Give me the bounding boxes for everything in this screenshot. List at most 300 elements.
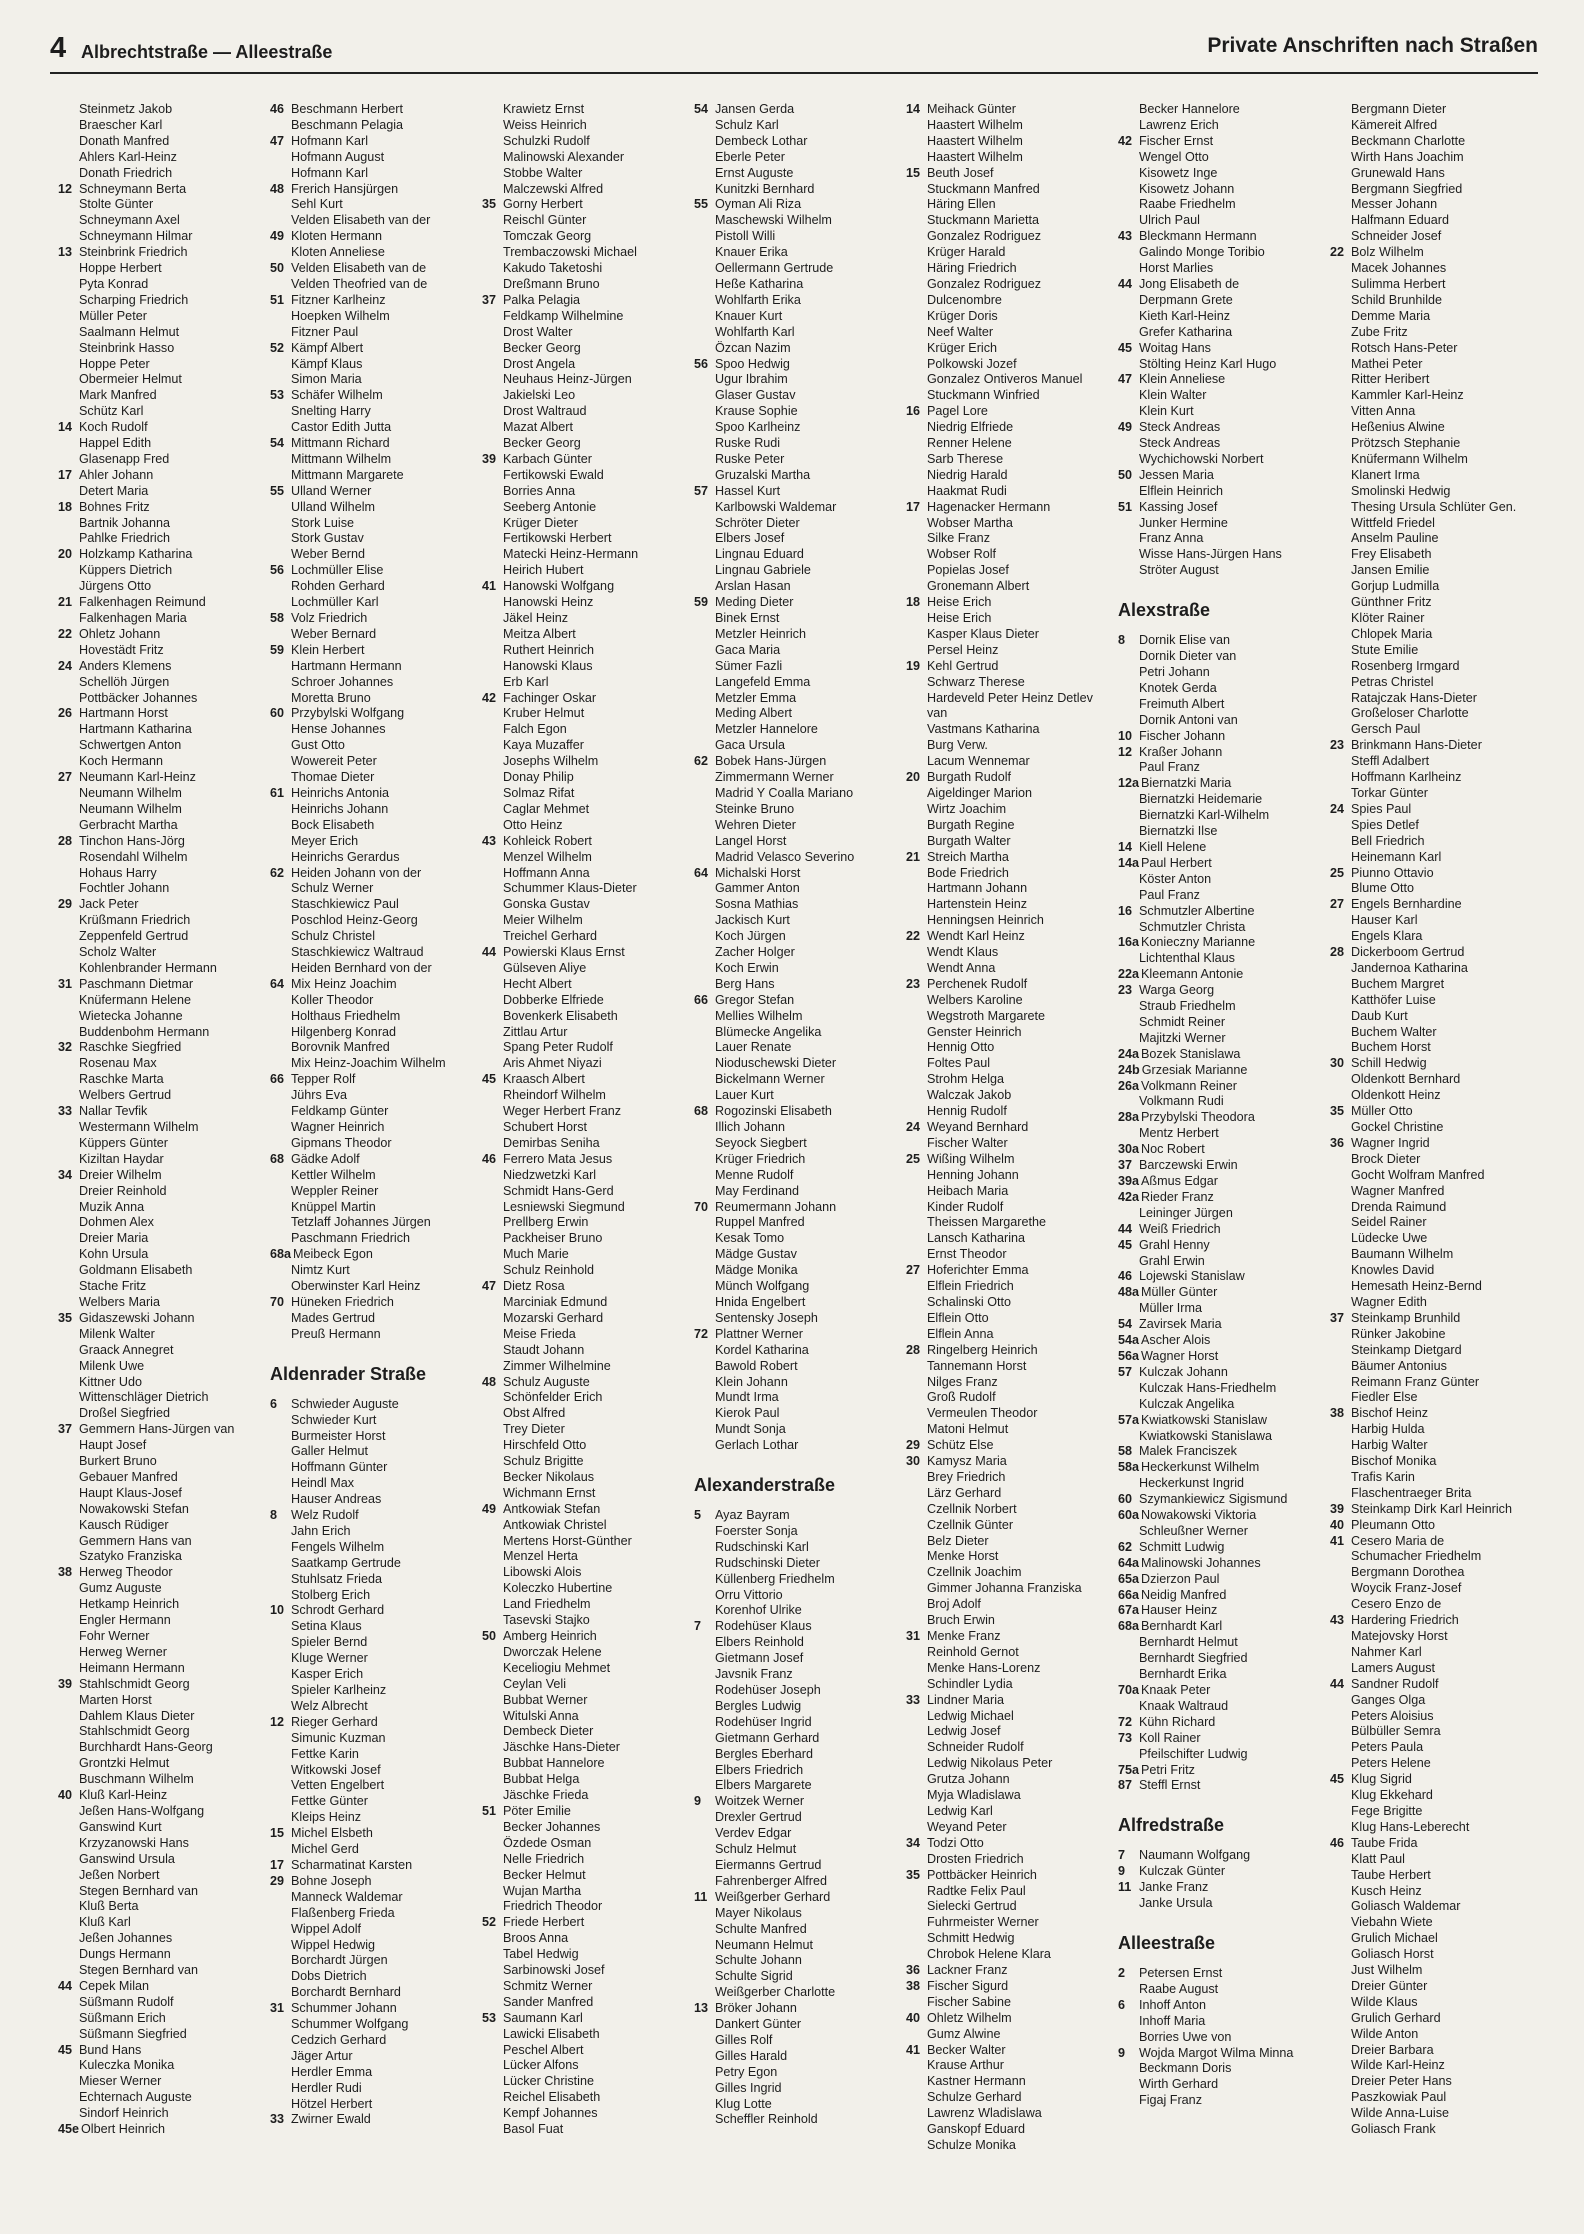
resident-name: Sehl Kurt <box>291 197 343 212</box>
resident-entry <box>1330 1104 1538 1120</box>
resident-name: Dickerboom Gertrud <box>1351 945 1465 960</box>
resident-entry <box>906 1852 1114 1868</box>
resident-entry <box>1118 872 1326 888</box>
resident-entry <box>482 1422 690 1438</box>
resident-name: Majitzki Werner <box>1139 1030 1226 1045</box>
resident-name: Scholz Walter <box>79 945 157 960</box>
resident-entry <box>270 404 478 420</box>
resident-name: Witkowski Josef <box>291 1762 381 1777</box>
resident-name: Tabel Hedwig <box>503 1947 579 1962</box>
resident-entry <box>1330 913 1538 929</box>
resident-name: Nowakowski Viktoria <box>1141 1508 1257 1523</box>
house-number: 50 <box>1118 467 1133 482</box>
resident-name: Rogozinski Elisabeth <box>715 1104 832 1119</box>
resident-name: Gietmann Josef <box>715 1651 804 1666</box>
resident-entry <box>1330 2090 1538 2106</box>
resident-entry <box>1118 484 1326 500</box>
resident-entry <box>1118 1747 1326 1763</box>
resident-name: Kuleczka Monika <box>79 2058 175 2073</box>
resident-name: Mittmann Wilhelm <box>291 451 392 466</box>
resident-entry <box>694 850 902 866</box>
resident-entry <box>482 1502 690 1518</box>
resident-entry <box>270 1778 478 1794</box>
resident-name: Poschlod Heinz-Georg <box>291 913 418 928</box>
resident-name: Kierok Paul <box>715 1406 780 1421</box>
house-number: 52 <box>482 1915 497 1930</box>
resident-entry <box>482 484 690 500</box>
resident-name: Matejovsky Horst <box>1351 1629 1448 1643</box>
resident-name: Otto Heinz <box>503 817 563 832</box>
resident-name: Kluge Werner <box>291 1651 368 1666</box>
resident-name: Mittmann Margarete <box>291 467 404 482</box>
resident-name: Grontzki Helmut <box>79 1756 170 1771</box>
resident-name: Stahlschmidt Georg <box>79 1724 190 1739</box>
resident-name: Kohn Ursula <box>79 1247 149 1262</box>
resident-name: Groß Rudolf <box>927 1390 996 1405</box>
resident-name: Fuhrmeister Werner <box>927 1915 1039 1930</box>
resident-name: Biernatzki Ilse <box>1139 824 1218 839</box>
resident-name: Ulland Werner <box>291 483 372 498</box>
resident-name: Wengel Otto <box>1139 149 1209 164</box>
resident-name: Barczewski Erwin <box>1139 1158 1238 1173</box>
resident-entry <box>906 1056 1114 1072</box>
resident-name: Ferrero Mata Jesus <box>503 1151 613 1166</box>
resident-entry <box>694 1906 902 1922</box>
resident-name: Pottbäcker Heinrich <box>927 1867 1037 1882</box>
resident-entry <box>58 1390 266 1406</box>
resident-entry <box>58 850 266 866</box>
resident-entry <box>906 659 1114 675</box>
resident-entry <box>58 1597 266 1613</box>
resident-entry <box>694 1231 902 1247</box>
resident-name: Heise Erich <box>927 611 992 625</box>
resident-name: Schulz Karl <box>715 117 779 132</box>
house-number: 28 <box>906 1342 921 1357</box>
resident-name: Macek Johannes <box>1351 261 1447 276</box>
resident-name: Jack Peter <box>79 897 139 912</box>
resident-name: Czellnik Günter <box>927 1517 1014 1532</box>
house-number: 23 <box>906 976 921 991</box>
resident-entry <box>906 1677 1114 1693</box>
resident-entry <box>694 1556 902 1572</box>
resident-entry <box>1118 1492 1326 1508</box>
resident-entry <box>906 1979 1114 1995</box>
resident-entry <box>906 977 1114 993</box>
resident-entry <box>58 1279 266 1295</box>
resident-entry <box>1330 1168 1538 1184</box>
resident-entry <box>270 516 478 532</box>
resident-name: Müller Peter <box>79 308 147 323</box>
resident-entry <box>270 611 478 627</box>
resident-entry <box>1330 691 1538 707</box>
resident-entry <box>482 1534 690 1550</box>
resident-name: Elbers Reinhold <box>715 1635 804 1650</box>
resident-entry <box>482 563 690 579</box>
resident-name: Krause Sophie <box>715 404 798 419</box>
house-number: 8 <box>1118 633 1126 648</box>
resident-entry <box>694 706 902 722</box>
resident-name: Schindler Lydia <box>927 1676 1013 1691</box>
resident-entry <box>482 388 690 404</box>
resident-name: Bernhardt Erika <box>1139 1667 1227 1682</box>
resident-name: Ganskopf Eduard <box>927 2122 1026 2137</box>
resident-entry <box>58 659 266 675</box>
resident-entry <box>906 595 1114 611</box>
resident-name: Kisowetz Inge <box>1139 165 1218 180</box>
resident-entry <box>906 643 1114 659</box>
resident-entry <box>482 1661 690 1677</box>
resident-entry <box>270 977 478 993</box>
resident-entry <box>1118 967 1326 983</box>
resident-entry <box>906 993 1114 1009</box>
resident-entry <box>58 866 266 882</box>
resident-entry <box>482 531 690 547</box>
resident-name: Rieder Franz <box>1141 1189 1214 1204</box>
house-number: 68a <box>1118 1619 1140 1634</box>
section-title: Private Anschriften nach Straßen <box>1207 34 1538 57</box>
resident-entry <box>58 1804 266 1820</box>
resident-entry <box>482 1915 690 1931</box>
resident-name: Steinkamp Dirk Karl Heinrich <box>1351 1501 1512 1516</box>
directory-column <box>482 102 690 2202</box>
resident-name: Fischer Ernst <box>1139 133 1214 148</box>
house-number: 29 <box>270 1873 285 1888</box>
resident-entry <box>1330 2011 1538 2027</box>
house-number: 57 <box>694 483 709 498</box>
resident-entry <box>482 675 690 691</box>
resident-name: Niedrig Elfriede <box>927 420 1014 435</box>
resident-name: Kinder Rudolf <box>927 1199 1004 1214</box>
resident-name: Süßmann Erich <box>79 2010 166 2025</box>
resident-name: Ledwig Josef <box>927 1724 1001 1739</box>
house-number: 32 <box>58 1040 73 1055</box>
house-number: 45e <box>58 2122 80 2137</box>
resident-entry <box>694 1152 902 1168</box>
resident-entry <box>694 1603 902 1619</box>
resident-name: Krüger Dieter <box>503 515 578 530</box>
resident-name: Ledwig Karl <box>927 1803 993 1818</box>
resident-name: Gonska Gustav <box>503 897 590 912</box>
house-number: 58a <box>1118 1460 1140 1475</box>
resident-entry <box>1118 729 1326 745</box>
resident-entry <box>906 1168 1114 1184</box>
resident-entry <box>482 2106 690 2122</box>
resident-entry <box>1330 802 1538 818</box>
house-number: 70 <box>270 1294 285 1309</box>
resident-name: Friedrich Theodor <box>503 1899 603 1914</box>
resident-entry <box>906 1565 1114 1581</box>
resident-entry <box>482 1009 690 1025</box>
resident-name: Inhoff Anton <box>1139 1997 1206 2012</box>
resident-name: Derpmann Grete <box>1139 292 1233 307</box>
resident-entry <box>482 818 690 834</box>
resident-entry <box>694 977 902 993</box>
resident-name: Schwertgen Anton <box>79 738 182 753</box>
resident-name: Welz Albrecht <box>291 1698 368 1713</box>
resident-name: Schönfelder Erich <box>503 1390 603 1405</box>
resident-name: Grutza Johann <box>927 1772 1010 1787</box>
resident-entry <box>1118 1333 1326 1349</box>
resident-name: Berg Hans <box>715 976 775 991</box>
resident-name: Kohleick Robert <box>503 833 592 848</box>
resident-name: Cepek Milan <box>79 1978 149 1993</box>
resident-entry <box>58 1025 266 1041</box>
resident-entry <box>482 1486 690 1502</box>
resident-entry <box>694 325 902 341</box>
house-number: 34 <box>906 1835 921 1850</box>
resident-entry <box>906 150 1114 166</box>
resident-name: Fengels Wilhelm <box>291 1539 385 1554</box>
resident-entry <box>482 1518 690 1534</box>
resident-entry <box>694 213 902 229</box>
resident-entry <box>906 1375 1114 1391</box>
resident-name: Bernhardt Siegfried <box>1139 1651 1248 1666</box>
house-number: 67a <box>1118 1603 1140 1618</box>
resident-entry <box>1330 134 1538 150</box>
resident-name: Thomae Dieter <box>291 770 375 785</box>
resident-entry <box>1330 818 1538 834</box>
resident-name: Kettler Wilhelm <box>291 1167 376 1182</box>
resident-name: Belz Dieter <box>927 1533 989 1548</box>
resident-name: Thesing Ursula Schlüter Gen. <box>1351 499 1517 514</box>
house-number: 24 <box>58 658 73 673</box>
street-heading: Alexanderstraße <box>694 1475 836 1496</box>
resident-name: Wisse Hans-Jürgen Hans <box>1139 547 1282 562</box>
house-number: 16 <box>1118 903 1133 918</box>
resident-entry <box>58 1136 266 1152</box>
resident-entry <box>1330 1979 1538 1995</box>
resident-entry <box>1118 213 1326 229</box>
resident-name: Reinhold Gernot <box>927 1644 1019 1659</box>
resident-name: Burchhardt Hans-Georg <box>79 1740 213 1755</box>
resident-name: Fertikowski Herbert <box>503 531 612 546</box>
resident-entry <box>482 1343 690 1359</box>
resident-name: Buschmann Wilhelm <box>79 1772 194 1787</box>
resident-entry <box>694 675 902 691</box>
house-number: 41 <box>482 579 497 594</box>
house-number: 66 <box>270 1072 285 1087</box>
resident-entry <box>58 913 266 929</box>
house-number: 31 <box>270 2001 285 2016</box>
resident-entry <box>58 929 266 945</box>
resident-name: Schumacher Friedhelm <box>1351 1549 1482 1564</box>
resident-entry <box>58 1565 266 1581</box>
resident-entry <box>270 182 478 198</box>
resident-entry <box>906 134 1114 150</box>
resident-name: Müller Irma <box>1139 1301 1202 1316</box>
resident-name: Daub Kurt <box>1351 1008 1408 1023</box>
resident-name: Hartmann Katharina <box>79 722 192 737</box>
resident-entry <box>58 1645 266 1661</box>
resident-name: Bergles Eberhard <box>715 1746 814 1761</box>
resident-name: Hanowski Heinz <box>503 595 594 610</box>
resident-entry <box>1118 792 1326 808</box>
resident-entry <box>482 1947 690 1963</box>
resident-entry <box>58 547 266 563</box>
resident-name: Mittmann Richard <box>291 436 390 451</box>
resident-entry <box>1118 277 1326 293</box>
house-number: 45 <box>1330 1772 1345 1787</box>
resident-entry <box>270 1619 478 1635</box>
resident-name: Hense Johannes <box>291 722 386 737</box>
resident-name: Wißing Wilhelm <box>927 1151 1015 1166</box>
resident-entry <box>482 1565 690 1581</box>
resident-name: Lochmüller Elise <box>291 563 384 578</box>
resident-name: Sarbinowski Josef <box>503 1963 605 1978</box>
resident-name: Rotsch Hans-Peter <box>1351 340 1458 355</box>
resident-entry <box>1118 824 1326 840</box>
resident-entry <box>58 1056 266 1072</box>
resident-entry <box>270 1444 478 1460</box>
resident-entry <box>482 691 690 707</box>
resident-entry <box>270 1699 478 1715</box>
resident-name: Messer Johann <box>1351 197 1438 212</box>
house-number: 37 <box>1330 1310 1345 1325</box>
resident-entry <box>58 945 266 961</box>
resident-entry <box>270 547 478 563</box>
resident-name: Dreier Reinhold <box>79 1183 167 1198</box>
resident-name: Häring Friedrich <box>927 261 1017 276</box>
house-number: 17 <box>906 499 921 514</box>
resident-entry <box>694 643 902 659</box>
house-number: 35 <box>906 1867 921 1882</box>
resident-name: Raschke Siegfried <box>79 1040 182 1055</box>
resident-entry <box>58 2106 266 2122</box>
resident-entry <box>58 404 266 420</box>
resident-name: Dreier Barbara <box>1351 2042 1434 2057</box>
resident-name: Kulczak Angelika <box>1139 1396 1235 1411</box>
resident-name: Wittfeld Friedel <box>1351 515 1435 530</box>
resident-entry <box>270 1683 478 1699</box>
resident-entry <box>1330 261 1538 277</box>
resident-entry <box>1118 1667 1326 1683</box>
resident-name: Peters Aloisius <box>1351 1708 1434 1723</box>
resident-entry <box>482 118 690 134</box>
resident-entry <box>482 357 690 373</box>
resident-name: Raabe August <box>1139 1981 1219 1996</box>
resident-name: Neumann Wilhelm <box>79 801 182 816</box>
resident-entry <box>1118 563 1326 579</box>
resident-entry <box>482 2074 690 2090</box>
resident-name: Petersen Ernst <box>1139 1965 1223 1980</box>
resident-name: Reichel Elisabeth <box>503 2090 601 2105</box>
resident-entry <box>1330 738 1538 754</box>
resident-name: Graack Annegret <box>79 1342 174 1357</box>
resident-name: Paul Franz <box>1139 887 1200 902</box>
resident-entry <box>270 1025 478 1041</box>
resident-entry <box>906 1454 1114 1470</box>
resident-name: Schmitt Ludwig <box>1139 1539 1225 1554</box>
resident-name: Menke Hans-Lorenz <box>927 1660 1041 1675</box>
resident-entry <box>58 1884 266 1900</box>
house-number: 24b <box>1118 1062 1140 1077</box>
resident-name: Saatkamp Gertrude <box>291 1555 401 1570</box>
resident-name: Hartenstein Heinz <box>927 897 1028 912</box>
resident-entry <box>270 1508 478 1524</box>
resident-entry <box>482 1836 690 1852</box>
resident-entry <box>482 1263 690 1279</box>
resident-name: Czellnik Joachim <box>927 1565 1022 1580</box>
resident-name: Arslan Hasan <box>715 579 791 594</box>
resident-name: Küppers Dietrich <box>79 563 173 578</box>
resident-entry <box>58 579 266 595</box>
resident-name: Schulte Manfred <box>715 1921 807 1936</box>
house-number: 49 <box>482 1501 497 1516</box>
resident-entry <box>1118 1126 1326 1142</box>
resident-name: Meding Albert <box>715 706 793 721</box>
resident-name: Wichmann Ernst <box>503 1485 596 1500</box>
resident-entry <box>694 1731 902 1747</box>
resident-entry <box>58 1613 266 1629</box>
resident-entry <box>1118 468 1326 484</box>
resident-name: Spoo Karlheinz <box>715 420 801 435</box>
resident-name: Frerich Hansjürgen <box>291 181 399 196</box>
resident-name: Weger Herbert Franz <box>503 1104 622 1119</box>
resident-name: Wobser Martha <box>927 515 1013 530</box>
resident-name: Mundt Irma <box>715 1390 779 1405</box>
resident-name: Lauer Renate <box>715 1040 792 1055</box>
resident-name: Özdede Osman <box>503 1835 592 1850</box>
resident-entry <box>482 1693 690 1709</box>
resident-name: Gruzalski Martha <box>715 467 811 482</box>
resident-entry <box>906 691 1114 707</box>
resident-entry <box>1330 1836 1538 1852</box>
house-number: 29 <box>58 897 73 912</box>
resident-entry <box>1118 166 1326 182</box>
resident-entry <box>58 675 266 691</box>
resident-entry <box>482 1549 690 1565</box>
house-number: 53 <box>482 2010 497 2025</box>
resident-entry <box>906 1788 1114 1804</box>
resident-name: Heiden Johann von der <box>291 865 422 880</box>
resident-entry <box>1118 1365 1326 1381</box>
resident-entry <box>270 818 478 834</box>
resident-entry <box>58 1995 266 2011</box>
resident-entry <box>1330 1502 1538 1518</box>
resident-entry <box>1118 388 1326 404</box>
resident-name: Gemmern Hans van <box>79 1533 192 1548</box>
resident-name: Przybylski Theodora <box>1141 1110 1255 1125</box>
resident-entry <box>906 1534 1114 1550</box>
resident-name: Becker Walter <box>927 2042 1006 2057</box>
resident-name: Klein Herbert <box>291 642 365 657</box>
resident-name: Rodehüser Joseph <box>715 1683 821 1697</box>
resident-entry <box>1330 1581 1538 1597</box>
resident-name: Javsnik Franz <box>715 1667 793 1682</box>
resident-entry <box>1330 1549 1538 1565</box>
resident-entry <box>270 993 478 1009</box>
resident-name: Wohlfarth Karl <box>715 324 795 339</box>
resident-name: Meier Wilhelm <box>503 913 583 928</box>
resident-name: Metzler Heinrich <box>715 626 806 641</box>
resident-entry <box>906 468 1114 484</box>
resident-name: Spang Peter Rudolf <box>503 1040 613 1055</box>
resident-name: Hemesath Heinz-Bernd <box>1351 1279 1482 1294</box>
resident-name: Janke Franz <box>1139 1880 1209 1895</box>
resident-entry <box>1330 1088 1538 1104</box>
house-number: 43 <box>1330 1613 1345 1628</box>
resident-name: Westermann Wilhelm <box>79 1120 199 1134</box>
resident-name: Krzyzanowski Hans <box>79 1835 189 1850</box>
resident-name: Grahl Henny <box>1139 1237 1210 1252</box>
resident-entry <box>482 309 690 325</box>
resident-name: Bergles Ludwig <box>715 1698 802 1713</box>
resident-name: Mayer Nikolaus <box>715 1905 802 1920</box>
resident-name: Drenda Raimund <box>1351 1199 1447 1214</box>
directory-column <box>1118 102 1326 2202</box>
house-number: 55 <box>694 197 709 212</box>
house-number: 23 <box>1330 738 1345 753</box>
